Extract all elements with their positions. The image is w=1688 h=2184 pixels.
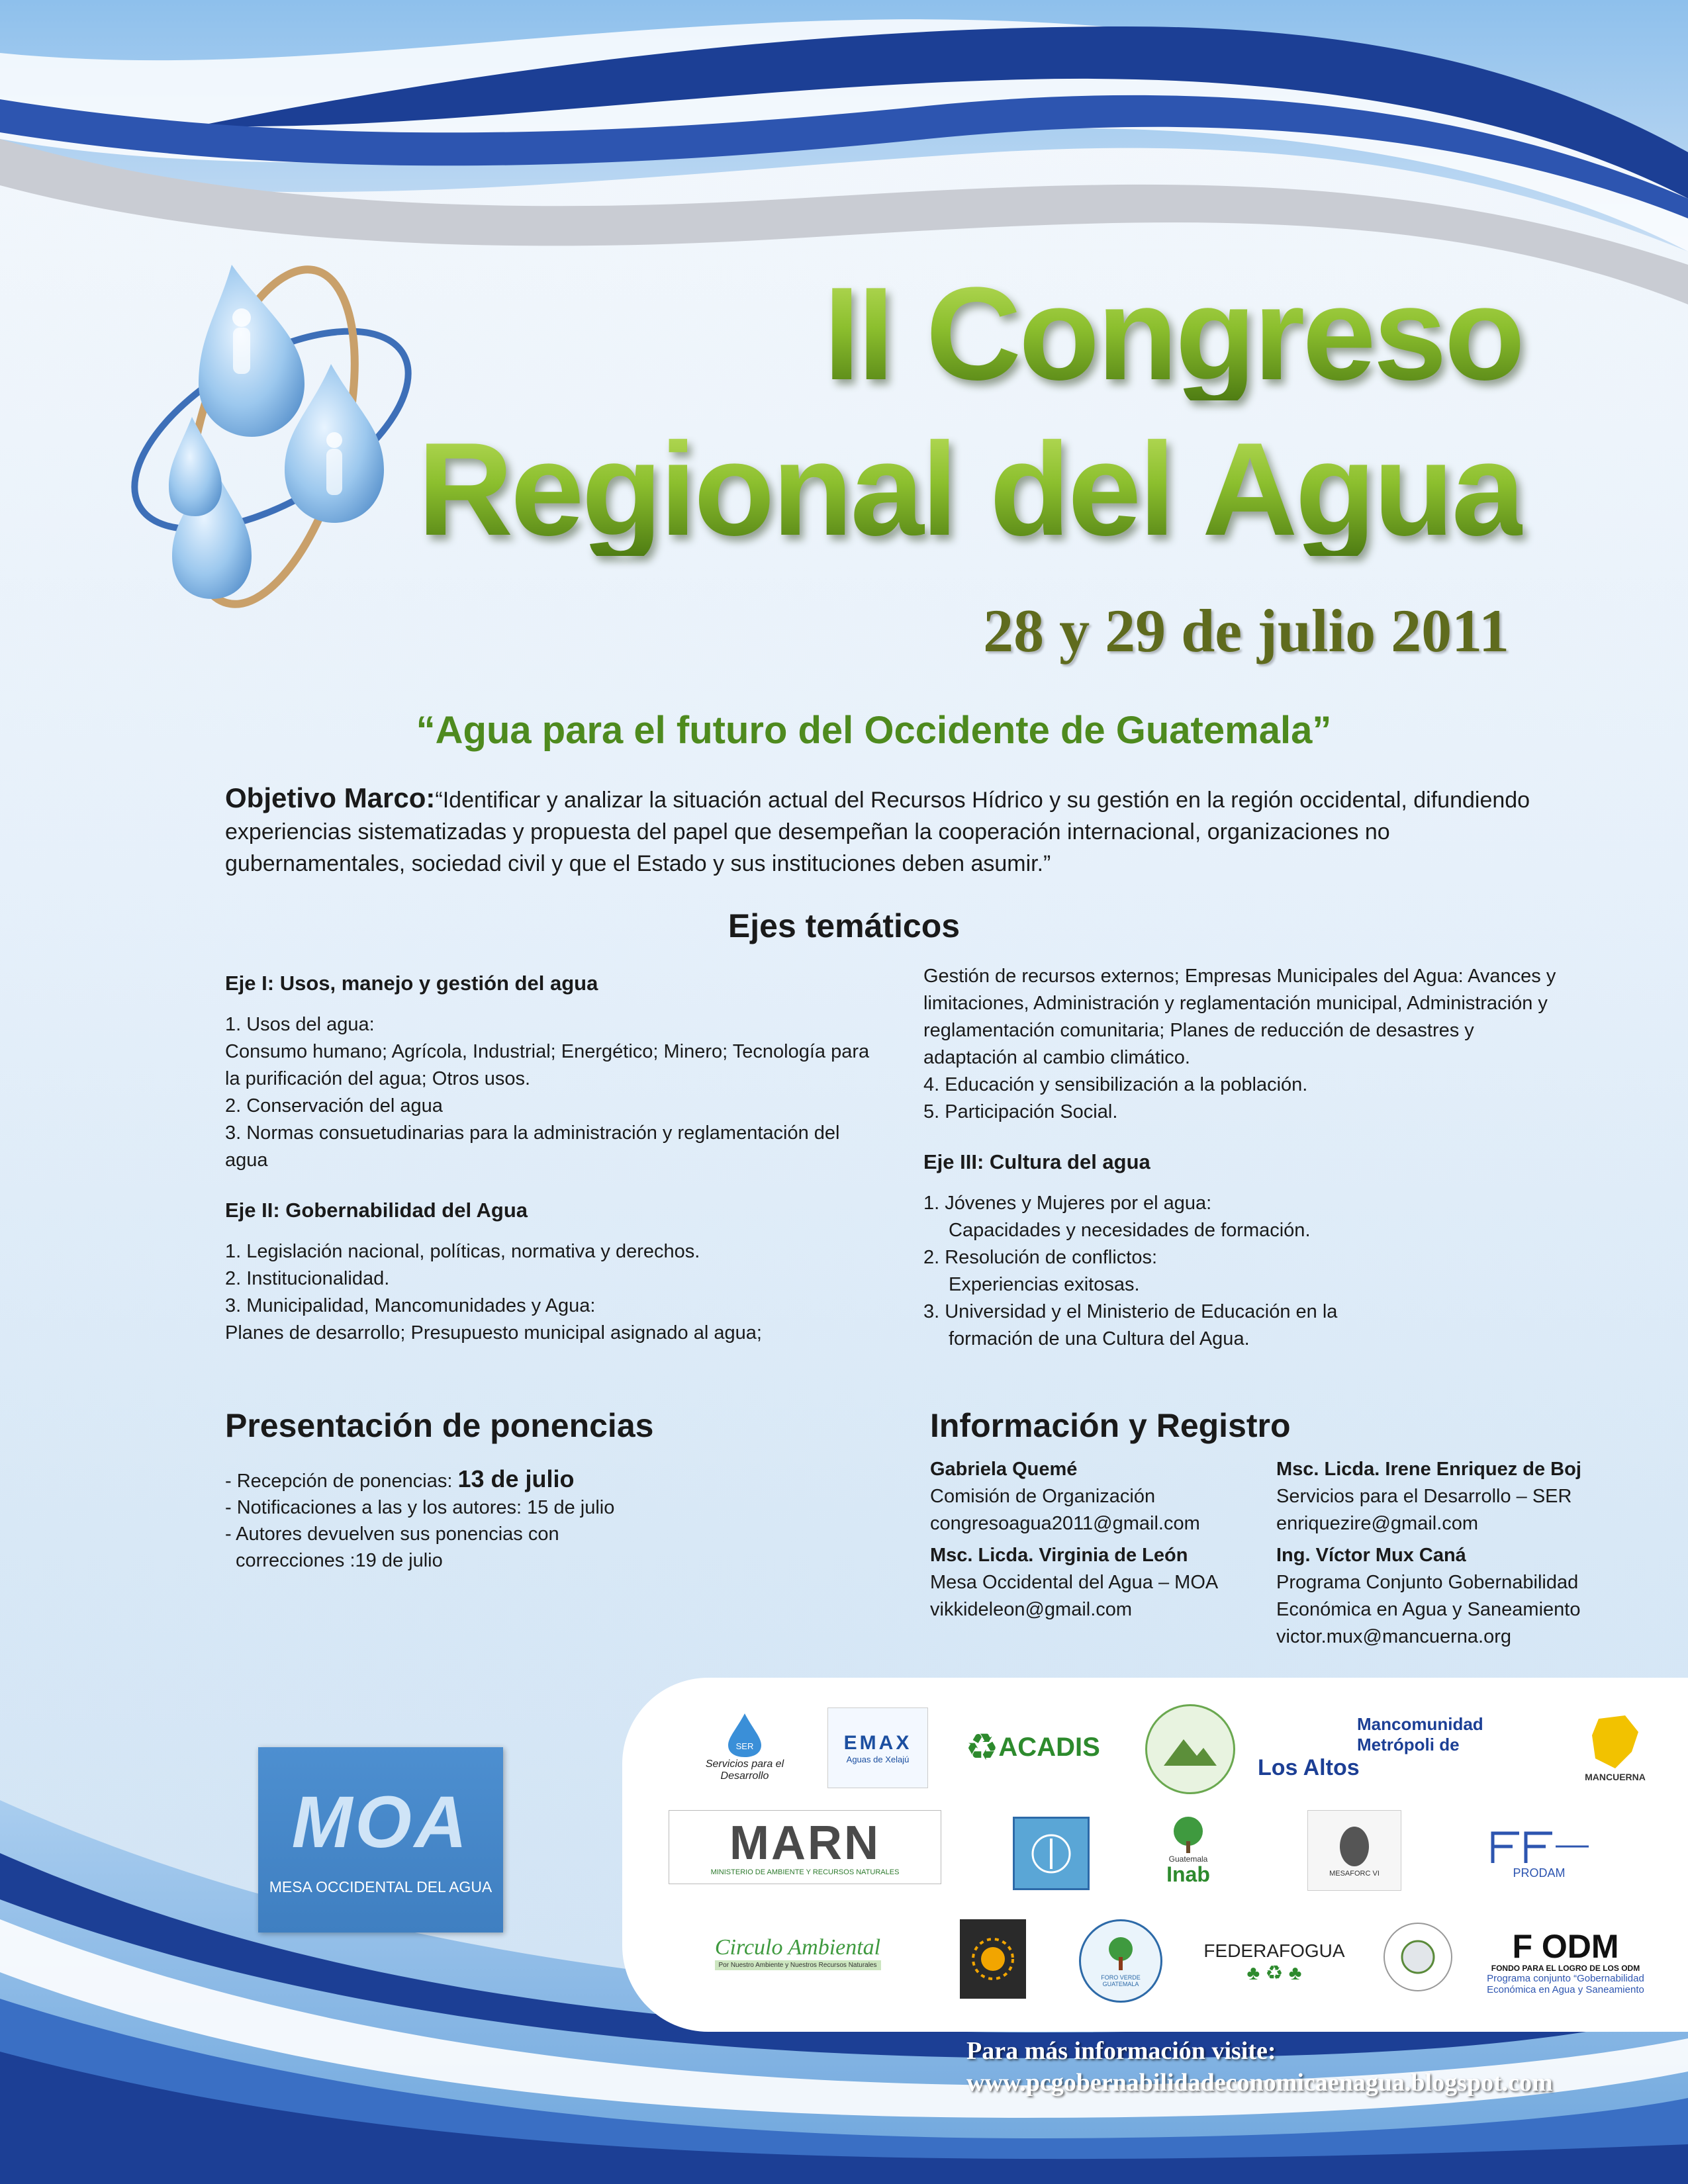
ser-logo xyxy=(688,1704,801,1790)
government-seal-logo xyxy=(1383,1923,1452,1991)
circulo-subtitle: Por Nuestro Ambiente y Nuestros Recursos Naturales xyxy=(715,1960,881,1970)
objective-text: “Identificar y analizar la situación actual del Recursos Hídrico y su gestión en la región occidental, difundiendo experiencias sistematizadas y propuesta del papel que desempeñan la cooperación internacional, organizaciones no gubernamentales, sociedad civil y que el Estado y sus instituciones deben asumir.” xyxy=(225,788,1530,876)
motto: “Agua para el futuro del Occidente de Guatemala” xyxy=(416,709,1332,752)
sponsor-logos-panel xyxy=(622,1678,1688,2032)
contact-name: Msc. Licda. Irene Enriquez de Boj xyxy=(1276,1459,1581,1480)
fodm-subtitle: Económica en Agua y Saneamiento xyxy=(1487,1984,1644,1995)
marn-logo xyxy=(669,1810,941,1884)
eje1-line: 3. Normas consuetudinarias para la administración y reglamentación del agua xyxy=(225,1122,840,1171)
contact-line: Comisión de Organización xyxy=(930,1486,1156,1507)
contact-email[interactable]: congresoagua2011@gmail.com xyxy=(930,1513,1200,1534)
federafogua-text: FEDERAFOGUA xyxy=(1203,1940,1345,1961)
eje3-line: Experiencias exitosas. xyxy=(949,1274,1140,1295)
contact-email[interactable]: enriquezire@gmail.com xyxy=(1276,1513,1479,1534)
fodm-logo xyxy=(1456,1916,1675,2009)
emax-logo-text: EMAX xyxy=(843,1731,912,1754)
eje1-line: 2. Conservación del agua xyxy=(225,1095,443,1116)
contact-line: Programa Conjunto Gobernabilidad xyxy=(1276,1572,1579,1593)
objective-label: Objetivo Marco: xyxy=(225,782,436,813)
acadis-logo-text: ACADIS xyxy=(998,1732,1100,1762)
presentacion-list xyxy=(225,1466,614,1574)
eje1-heading: Eje I: Usos, manejo y gestión del agua xyxy=(225,972,598,995)
acadis-logo xyxy=(953,1717,1112,1777)
contact-card xyxy=(930,1456,1200,1537)
ejes-left-column xyxy=(225,970,874,1347)
eje3-line: 3. Universidad y el Ministerio de Educación en la xyxy=(923,1301,1338,1322)
contact-name: Gabriela Quemé xyxy=(930,1459,1078,1480)
moa-logo-subtitle: MESA OCCIDENTAL DEL AGUA xyxy=(269,1878,492,1895)
eje2-line: 3. Municipalidad, Mancomunidades y Agua: xyxy=(225,1295,596,1316)
sun-icon xyxy=(966,1933,1019,1985)
eje3-line: 1. Jóvenes y Mujeres por el agua: xyxy=(923,1193,1212,1214)
marn-logo-subtitle: MINISTERIO DE AMBIENTE Y RECURSOS NATURALES xyxy=(710,1868,900,1876)
mesaforo-logo xyxy=(1307,1810,1401,1891)
seal-icon xyxy=(1395,1934,1441,1980)
ejes-right-column xyxy=(923,963,1559,1353)
foro-verde-text: FORO VERDE GUATEMALA xyxy=(1101,1974,1141,1987)
eje3-line: Capacidades y necesidades de formación. xyxy=(949,1220,1311,1241)
footer-url-link[interactable]: www.pcgobernabilidadeconomicaenagua.blogspot.com xyxy=(966,2069,1553,2097)
ser-caption: Servicios para el Desarrollo xyxy=(705,1758,784,1782)
circulo-ambiental-logo xyxy=(688,1916,907,1989)
mountain-icon xyxy=(1160,1729,1220,1769)
eje2-line: 2. Institucionalidad. xyxy=(225,1268,390,1289)
contact-card xyxy=(930,1542,1218,1623)
contact-card xyxy=(1276,1456,1581,1537)
pres-item: - Autores devuelven sus ponencias con xyxy=(225,1524,559,1545)
caduceus-icon xyxy=(1028,1831,1074,1877)
eje3-line: 2. Resolución de conflictos: xyxy=(923,1247,1158,1268)
footer-info xyxy=(966,2035,1553,2099)
footer-line: Para más información visite: xyxy=(966,2037,1276,2065)
pres-item: - Notificaciones a las y los autores: 15 de julio xyxy=(225,1497,615,1518)
fundamental-icon xyxy=(1486,1827,1592,1866)
contact-line: Económica en Agua y Saneamiento xyxy=(1276,1599,1581,1620)
pres-item: correcciones :19 de julio xyxy=(236,1550,443,1571)
fodm-subtitle: FONDO PARA EL LOGRO DE LOS ODM xyxy=(1491,1964,1640,1973)
contact-line: Mesa Occidental del Agua – MOA xyxy=(930,1572,1219,1593)
eje3-line: formación de una Cultura del Agua. xyxy=(949,1328,1250,1349)
pinecone-icon xyxy=(1328,1823,1381,1870)
moa-logo-word: MOA xyxy=(291,1782,470,1863)
recycle-icon: ♻ xyxy=(965,1726,999,1768)
title-line-2: Regional del Agua xyxy=(417,416,1523,563)
eje2-continued: 5. Participación Social. xyxy=(923,1101,1118,1122)
congress-emblem xyxy=(106,251,437,622)
contact-card xyxy=(1276,1542,1580,1651)
emax-logo xyxy=(827,1707,928,1788)
federafogua-logo xyxy=(1198,1933,1350,1992)
mesa-laguna-logo xyxy=(1145,1704,1235,1794)
fodm-subtitle: Programa conjunto “Gobernabilidad xyxy=(1487,1973,1644,1984)
circulo-text: Circulo Ambiental xyxy=(714,1934,881,1960)
pres-item: - Recepción de ponencias: xyxy=(225,1471,458,1492)
objective xyxy=(225,782,1542,880)
contact-email[interactable]: vikkideleon@gmail.com xyxy=(930,1599,1133,1620)
tree-icon xyxy=(1168,1815,1208,1854)
eje2-continued: Gestión de recursos externos; Empresas Municipales del Agua: Avances y limitaciones, Administración y reglamentación municipal, Administración y reglamentación comunitaria; Planes de reducción de desastres y adaptación al cambio climático. xyxy=(923,966,1556,1068)
presentacion-title: Presentación de ponencias xyxy=(225,1407,654,1444)
emax-logo-subtitle: Aguas de Xelajú xyxy=(846,1754,910,1764)
inab-logo-text: Inab xyxy=(1166,1862,1210,1886)
prodam-logo xyxy=(1476,1820,1602,1886)
fodm-logo-text: F ODM xyxy=(1512,1928,1619,1965)
water-drop-icon xyxy=(725,1712,765,1758)
ejes-title: Ejes temáticos xyxy=(727,907,961,944)
informacion-title: Información y Registro xyxy=(930,1407,1291,1444)
fundacion-solar-logo xyxy=(960,1919,1026,1999)
mancomunidad-text: Metrópoli de xyxy=(1357,1734,1460,1754)
marn-logo-text: MARN xyxy=(729,1817,880,1870)
eje1-line: 1. Usos del agua: xyxy=(225,1014,375,1035)
contact-email[interactable]: victor.mux@mancuerna.org xyxy=(1276,1626,1512,1647)
eje2-line: 1. Legislación nacional, políticas, normativa y derechos. xyxy=(225,1241,700,1262)
inab-top-text: Guatemala xyxy=(1168,1854,1208,1864)
ser-badge: SER xyxy=(735,1741,754,1751)
contact-name: Msc. Licda. Virginia de León xyxy=(930,1545,1188,1566)
eje2-continued: 4. Educación y sensibilización a la población. xyxy=(923,1074,1308,1095)
mancuerna-text: MANCUERNA xyxy=(1585,1772,1646,1782)
mancuerna-logo xyxy=(1569,1704,1662,1790)
pres-item-date: 13 de julio xyxy=(457,1465,575,1492)
prodam-text: PRODAM xyxy=(1513,1866,1566,1880)
map-icon xyxy=(1585,1712,1645,1772)
contact-line: Servicios para el Desarrollo – SER xyxy=(1276,1486,1572,1507)
event-dates: 28 y 29 de julio 2011 xyxy=(983,597,1509,664)
eje2-heading: Eje II: Gobernabilidad del Agua xyxy=(225,1199,528,1222)
eje2-line: Planes de desarrollo; Presupuesto municipal asignado al agua; xyxy=(225,1322,762,1343)
tree-icons: ♣ ♻ ♣ xyxy=(1246,1962,1302,1984)
eje3-heading: Eje III: Cultura del agua xyxy=(923,1150,1150,1173)
title-line-1: II Congreso xyxy=(823,260,1523,408)
mancomunidad-text: Mancomunidad xyxy=(1357,1713,1483,1734)
foro-verde-logo xyxy=(1079,1919,1162,2003)
moa-logo xyxy=(258,1747,503,1933)
mancomunidad-logo xyxy=(1258,1711,1536,1784)
tree-icon xyxy=(1101,1934,1141,1974)
mancomunidad-text: Los Altos xyxy=(1258,1754,1360,1780)
eje1-line: Consumo humano; Agrícola, Industrial; Energético; Minero; Tecnología para la purificación del agua; Otros usos. xyxy=(225,1041,870,1089)
mesaforo-text: MESAFORC VI xyxy=(1329,1870,1380,1878)
inab-logo xyxy=(1152,1810,1225,1889)
health-seal-logo xyxy=(1013,1817,1090,1890)
contact-name: Ing. Víctor Mux Caná xyxy=(1276,1545,1466,1566)
